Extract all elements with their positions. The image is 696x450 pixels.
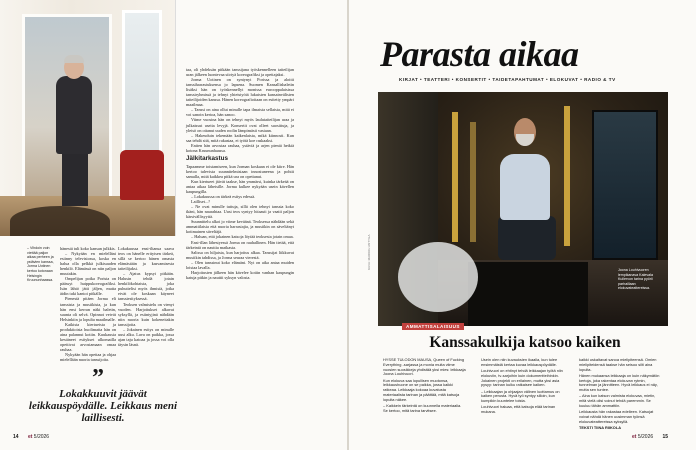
byline: TEKSTI TIINA RIIKOLA [579, 424, 622, 430]
portrait-photo-left [0, 0, 176, 236]
body-column-b [118, 246, 174, 347]
page-number: 15 [662, 434, 669, 440]
section-subtitle: KIRJAT • TEATTERI • KONSERTIT • TAIDETAPAHTUMAT • ELOKUVAT • RADIO & TV [399, 77, 616, 82]
issue-number: 5/2026 [33, 434, 50, 440]
quote-mark-icon: ” [92, 365, 104, 391]
paragraph: hänestä tuli koko kansan julkkis. [60, 246, 116, 251]
paragraph: taa, oli yhdeksän pitkään tanssijana työskennelleen taiteilijan uran jälkeen luontevaa siirtyä koreografiksi ja opettajaksi. [186, 67, 294, 78]
paragraph: – Nykyään en mielelläni esiinny televisiossa, koska en halua olla pelkkä julkisuuden henkilö. Elämässä on niin paljon muutakin. [60, 251, 116, 277]
page-gutter [347, 0, 349, 450]
page-number: 14 [13, 434, 19, 440]
article-column-b [481, 358, 565, 416]
paragraph: – Ne ovat minulle tuttuja, sillä olen tehnyt tanssia koko ikäni, hän naurahtaa. Uusi teos syntyy hitaasti ja vaatii paljon kärsivällisyyttä. [186, 204, 294, 220]
paragraph: – Lokakuussa on tärkeä esitys edessä. [191, 194, 256, 200]
issue-number: 5/2026 [637, 434, 654, 440]
category-tag: AMMATTISALAISUUS [402, 323, 464, 330]
paragraph: – Haluan, että jokainen katsoja löytää teoksesta jotain omaa. [191, 234, 294, 240]
paragraph: Ensi-illan lähestyessä Jorma on rauhallinen. Hän tietää, että tärkeintä on nauttia matkasta. [186, 239, 294, 250]
paragraph: Eniten hän arvostaa rauhaa, ystäviä ja arjen pieniä hetkiä kotona Kruununhaassa. [186, 142, 294, 153]
paragraph: Teoksen valmistelu on vienyt vuoden. Harjoitukset alkavat syksyllä, ja esiintyjinä nähdään niin nuoria kuin kokeneitakin tanssijoita. [118, 301, 174, 327]
subheading: Jälkitarkastus [186, 154, 229, 162]
paragraph: Lokakuussa ensi-iltansa saava teos on hänelle erityisen tärkeä, sillä se kertoo hänen omasta elämästään ja kasvamisesta taiteilijaksi. [118, 246, 174, 272]
pull-quote: Lokakkuuvit jäävät leikkauspöydälle. Leikkaus meni laillisesti. [28, 388, 178, 424]
body-column-c [186, 67, 294, 280]
article-headline: Kanssakulkija katsoo kaiken [429, 334, 621, 351]
paragraph: Usein olen niin kuvauksien ikaalla, kun tulee ensimmäistä kertaa kuvaa leikkauspöydälle. [481, 357, 558, 367]
paragraph: kaikki uskaltavat sanoa mielipiteensä. Omien mielipiteidensä taakse hän seisoo silti aina lopulta. [579, 357, 657, 372]
paragraph: Lailliset...? [191, 199, 211, 205]
folio-right [632, 434, 668, 440]
paragraph: Louhivuori on ehtinyt tehdä leikkaajan työtä niin elokuviin, tv-sarjoihin kuin dokumentteihinkin. Jokainen projekti on erilainen, mutta yksi asia pysyy: tarinan kulku ratkaisee kaiken. [481, 368, 563, 388]
paragraph: – Jokainen esitys on minulle uusi alku. Lava on paikka, jossa ajan taju katoaa ja jossa voi olla täysin läsnä. [118, 326, 174, 347]
magazine-mark [632, 434, 653, 440]
paragraph: Suunnittelu alkoi jo viime keväänä. Teoksessa nähdään sekä ammattilaisia että nuoria harrastajia, ja musiikin on säveltänyt kotimainen säveltäjä. [186, 219, 294, 235]
paragraph: Kaikista kiertueista ja produktioista huolimatta hän on aina palannut kotiin. Kuukausia kestäneet esitykset ulkomailla opettivat arvostamaan omaa rauhaa. [60, 321, 116, 352]
magazine-logo: et [632, 434, 637, 440]
paragraph: Salissa on hiljaista, kun harjoitus alkaa. Tanssijat liikkuvat musiikin tahdissa, ja Jorma seuraa vierestä. [186, 249, 294, 260]
paragraph: Kun kiertueet jäivät taakse, hän ymmärsi, kuinka tärkeää on antaa aikaa läheisille. Jorma kulkee nykyään usein kävellen kaupungilla. [186, 178, 294, 195]
article-column-c [579, 358, 663, 432]
paragraph: Kun elokuva saa lopullisen muotonsa, leikkaushuone on se paikka, jossa kaikki ratkeaa. Leikkaaja kokoaa kuvatusta materiaalista tarinan ja päättää, mitä katsoja lopulta näkee. [383, 377, 460, 402]
paragraph: – Hakeuduin tekemään kaikenlaista, mikä kiinnosti. Kun saa tehdä sitä, mitä rakastaa, ei työtä koe raskaaksi. [186, 132, 294, 143]
photo-credit: KUVA: MARKKU ANTTILA [367, 234, 371, 270]
paragraph: – Kaikkein tärkeintä on kuunnella materiaalia. Se kertoo, mitä tarina tarvitsee. [383, 402, 462, 413]
paragraph: Viime vuosina hän on tehnyt myös laulutaiteilijan uraa ja julkaissut useita levyjä. Konsertit ovat olleet suosittuja, ja yleisö on ottanut uuden roolin lämpimästi vastaan. [186, 117, 294, 133]
folio-left [13, 434, 49, 440]
paragraph: Hänen mukaansa leikkaaja on kuin näkymätön kertoja, joka rakentaa elokuvan rytmin, tunnelman ja jännitteen. Hyvä leikkaus ei näy, mutta sen tuntee. [579, 372, 660, 392]
paragraph: Ompelijan poika Porista on päässyt huippukoreografiksi. Isän lähtö jätti jäljen, mutta äidin tuki kantoi pitkälle. [60, 276, 116, 297]
paragraph: Harjoitusten jälkeen hän kävelee kotiin vanhan kaupungin katuja pitkin ja nauttii syksyn valosta. [186, 269, 294, 280]
magazine-logo: et [27, 434, 33, 440]
paragraph: – Aina kun katson valmista elokuvaa, mietin, mitä vielä olisi voinut tehdä paremmin. Se kuuluu tähän ammattiin. [579, 393, 656, 408]
paragraph: Tapaamme toistamiseen, kun Jorman koskaan ei ole kiire. Hän kertoo tulevista suunnitelmistaan innostuneena ja pohtii samalla, mitä kaikkea pitkä ura on opettanut. [186, 163, 294, 179]
photo-caption-left: – Vihdoin voin viettää paljon aikaa perheen ja ystävien kanssa, Jorma Uotinen kertoo kotonaan Helsingin Kruununhaassa. [27, 246, 54, 283]
paragraph: Jorma Uotinen on syntynyt Porissa ja aloitti tanssiharrastuksensa jo lapsena. Suomen Kansallisbaletin lisäksi hän on työskennellyt monissa eurooppalaisissa tanssiryhmissä ja tehnyt yhteistyötä lukuisten kansainvälisten taiteilijoiden kanssa. Hänen koreografioitaan on esitetty ympäri maailmaa. [186, 77, 294, 108]
article-column-a [383, 358, 467, 415]
paragraph: HYSSE TULODON MAUSA, Queen of Fucking Everything -sarjassa ja monia muita viime vuosien suosikkeja yhdistää yksi mies: leikkaaja Joona Louhivuori. [383, 357, 466, 377]
paragraph: Louhivuori haluaa, että katsoja elää tarinan mukana. [481, 404, 556, 414]
paragraph: – Olen tanssinut koko elämäni. Nyt on aika antaa muiden loistaa lavalla. [186, 259, 294, 270]
paragraph: Leikkausta hän rakastaa edelleen. Katsojat voivat nähdä hänen uusimman työnsä elokuvateattereissa syksyllä. [579, 409, 654, 424]
paragraph: – Tanssi on aina ollut minulle tapa ilmaista sellaista, mitä ei voi sanoin kertoa, hän sanoo. [186, 107, 294, 118]
paragraph: Nykyään hän opettaa ja ohjaa mielellään nuoria tanssijoita. [60, 351, 116, 363]
paragraph: – Ajatus kypsyi pitkään. Halusin tehdä jotain henkilökohtaista, joka puhuttelisi myös ihmisiä, jotka eivät ole koskaan käyneet tanssiesityksessä. [118, 271, 174, 302]
paragraph: Pienestä pitäen Jorma eli tanssista ja musiikista, ja kun hän ensi kerran näki baletin, suunta oli selvä. Opinnot veivät Helsinkiin ja lopulta maailmalle. [60, 296, 116, 322]
section-title: Parasta aikaa [380, 34, 579, 74]
photo-caption-right: Joona Louhivuoren lempikanava Kalevala Kullervon tarina pyörii parhaillaan elokuvateattereissa. [618, 268, 653, 291]
paragraph: – Leikkaajan ja ohjaajan välinen luottamus on kaiken perusta. Hyvä työ syntyy silloin, kun kumpikin kuuntelee toista. [481, 388, 560, 403]
magazine-mark [28, 434, 49, 440]
body-column-a [60, 246, 116, 362]
